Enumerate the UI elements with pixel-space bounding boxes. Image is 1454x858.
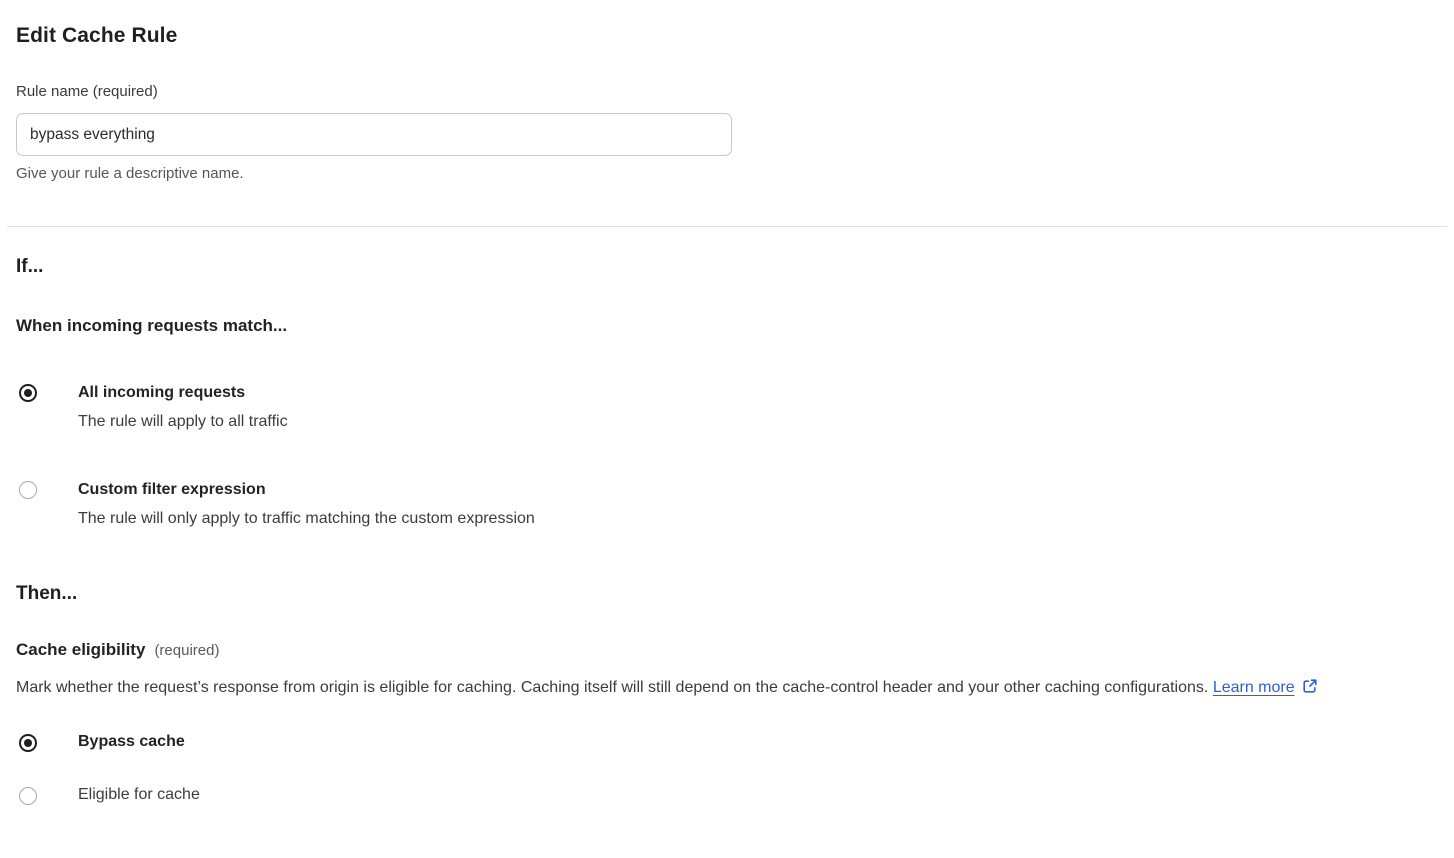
radio-option-label: All incoming requests <box>78 384 246 401</box>
radio-option-eligible-for-cache[interactable] <box>16 785 1438 805</box>
cache-eligibility-description <box>16 673 1408 704</box>
page-title: Edit Cache Rule <box>16 24 178 47</box>
radio-option-all-incoming-requests[interactable] <box>16 383 1438 432</box>
radio-option-description: The rule will only apply to traffic matching the custom expression <box>78 510 535 527</box>
radio-button-unselected-icon[interactable] <box>19 481 37 499</box>
radio-button-unselected-icon[interactable] <box>19 787 37 805</box>
radio-option-label: Eligible for cache <box>78 786 200 803</box>
radio-button-selected-icon[interactable] <box>19 384 37 402</box>
cache-eligibility-label: Cache eligibility <box>16 640 146 659</box>
description-text: Mark whether the request’s response from origin is eligible for caching. Caching itself will still depend on the cache-control header and your other caching configurations. <box>16 679 1209 696</box>
required-badge: (required) <box>154 642 220 659</box>
rule-name-input[interactable] <box>16 113 732 156</box>
learn-more-link[interactable]: Learn more <box>1212 679 1295 696</box>
incoming-requests-subheading: When incoming requests match... <box>16 316 288 335</box>
rule-name-helper-text: Give your rule a descriptive name. <box>16 165 244 182</box>
if-section-heading: If... <box>16 256 44 277</box>
radio-option-bypass-cache[interactable] <box>16 732 1438 752</box>
then-section-heading: Then... <box>16 583 78 604</box>
radio-option-label: Bypass cache <box>78 733 185 750</box>
request-match-radio-group <box>16 383 1438 529</box>
cache-eligibility-label-row <box>16 640 1438 660</box>
radio-option-description: The rule will apply to all traffic <box>78 413 288 430</box>
external-link-icon <box>1302 675 1318 704</box>
radio-option-custom-filter-expression[interactable] <box>16 480 1438 529</box>
radio-option-label: Custom filter expression <box>78 481 266 498</box>
section-divider <box>7 226 1447 227</box>
radio-button-selected-icon[interactable] <box>19 734 37 752</box>
cache-eligibility-radio-group <box>16 732 1438 805</box>
rule-name-label: Rule name (required) <box>16 83 158 100</box>
